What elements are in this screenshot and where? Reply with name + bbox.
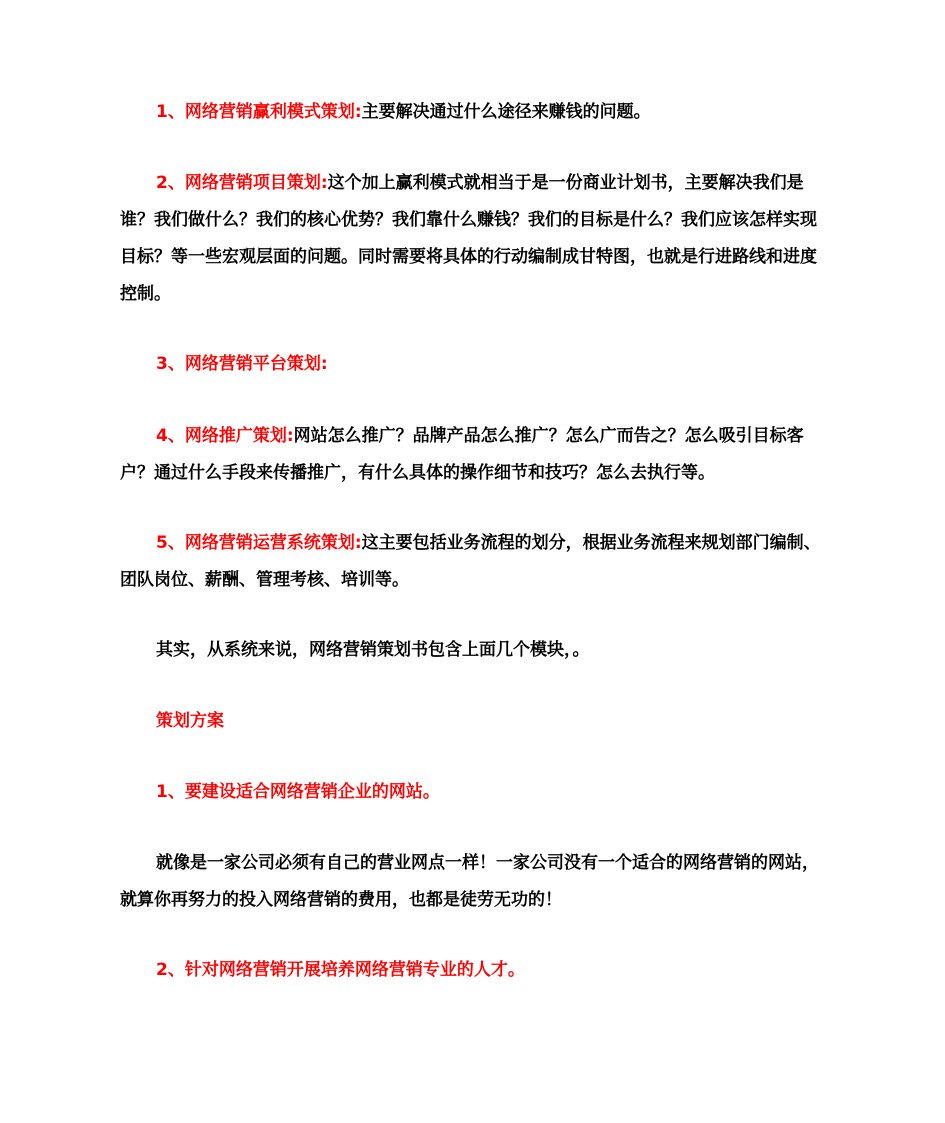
section-text: 这个加上赢利模式就相当于是一份商业计划书，主要解决我们是谁？我们做什么？我们的核心优势？我们靠什么赚钱？我们的目标是什么？我们应该怎样实现目标？等一些宏观层面的问题。同时需要将具体的行动编制成甘特图，也就是行进路线和进度控制。 bbox=[120, 173, 817, 304]
section-label: 1、网络营销赢利模式策划: bbox=[156, 102, 362, 122]
heading-plan-scheme bbox=[120, 703, 832, 740]
paragraph-website-explain bbox=[120, 845, 832, 919]
summary-text: 其实，从系统来说，网络营销策划书包含上面几个模块，。 bbox=[156, 640, 590, 660]
paragraph-summary bbox=[120, 632, 832, 669]
heading-text: 1、要建设适合网络营销企业的网站。 bbox=[156, 782, 440, 802]
section-label: 3、网络营销平台策划: bbox=[156, 354, 328, 374]
section-text: 这主要包括业务流程的划分，根据业务流程来规划部门编制、团队岗位、薪酬、管理考核、培训等。 bbox=[120, 533, 821, 590]
section-label: 5、网络营销运营系统策划: bbox=[156, 533, 362, 553]
section-label: 2、网络营销项目策划: bbox=[156, 173, 328, 193]
paragraph-operations-plan bbox=[120, 525, 832, 599]
paragraph-profit-model bbox=[120, 94, 832, 131]
heading-train-talent bbox=[120, 952, 832, 989]
paragraph-project-plan bbox=[120, 165, 832, 313]
section-text: 网站怎么推广？品牌产品怎么推广？怎么广而告之？怎么吸引目标客户？通过什么手段来传播推广，有什么具体的操作细节和技巧？怎么去执行等。 bbox=[120, 426, 804, 483]
heading-text: 策划方案 bbox=[156, 711, 224, 731]
section-label: 4、网络推广策划: bbox=[156, 426, 294, 446]
section-text: 主要解决通过什么途径来赚钱的问题。 bbox=[361, 102, 651, 122]
heading-text: 2、针对网络营销开展培养网络营销专业的人才。 bbox=[156, 960, 525, 980]
body-text: 就像是一家公司必须有自己的营业网点一样！一家公司没有一个适合的网络营销的网站，就算你再努力的投入网络营销的费用，也都是徒劳无功的！ bbox=[120, 853, 819, 910]
heading-build-website bbox=[120, 774, 832, 811]
paragraph-platform-plan bbox=[120, 346, 832, 383]
paragraph-promotion-plan bbox=[120, 418, 832, 492]
